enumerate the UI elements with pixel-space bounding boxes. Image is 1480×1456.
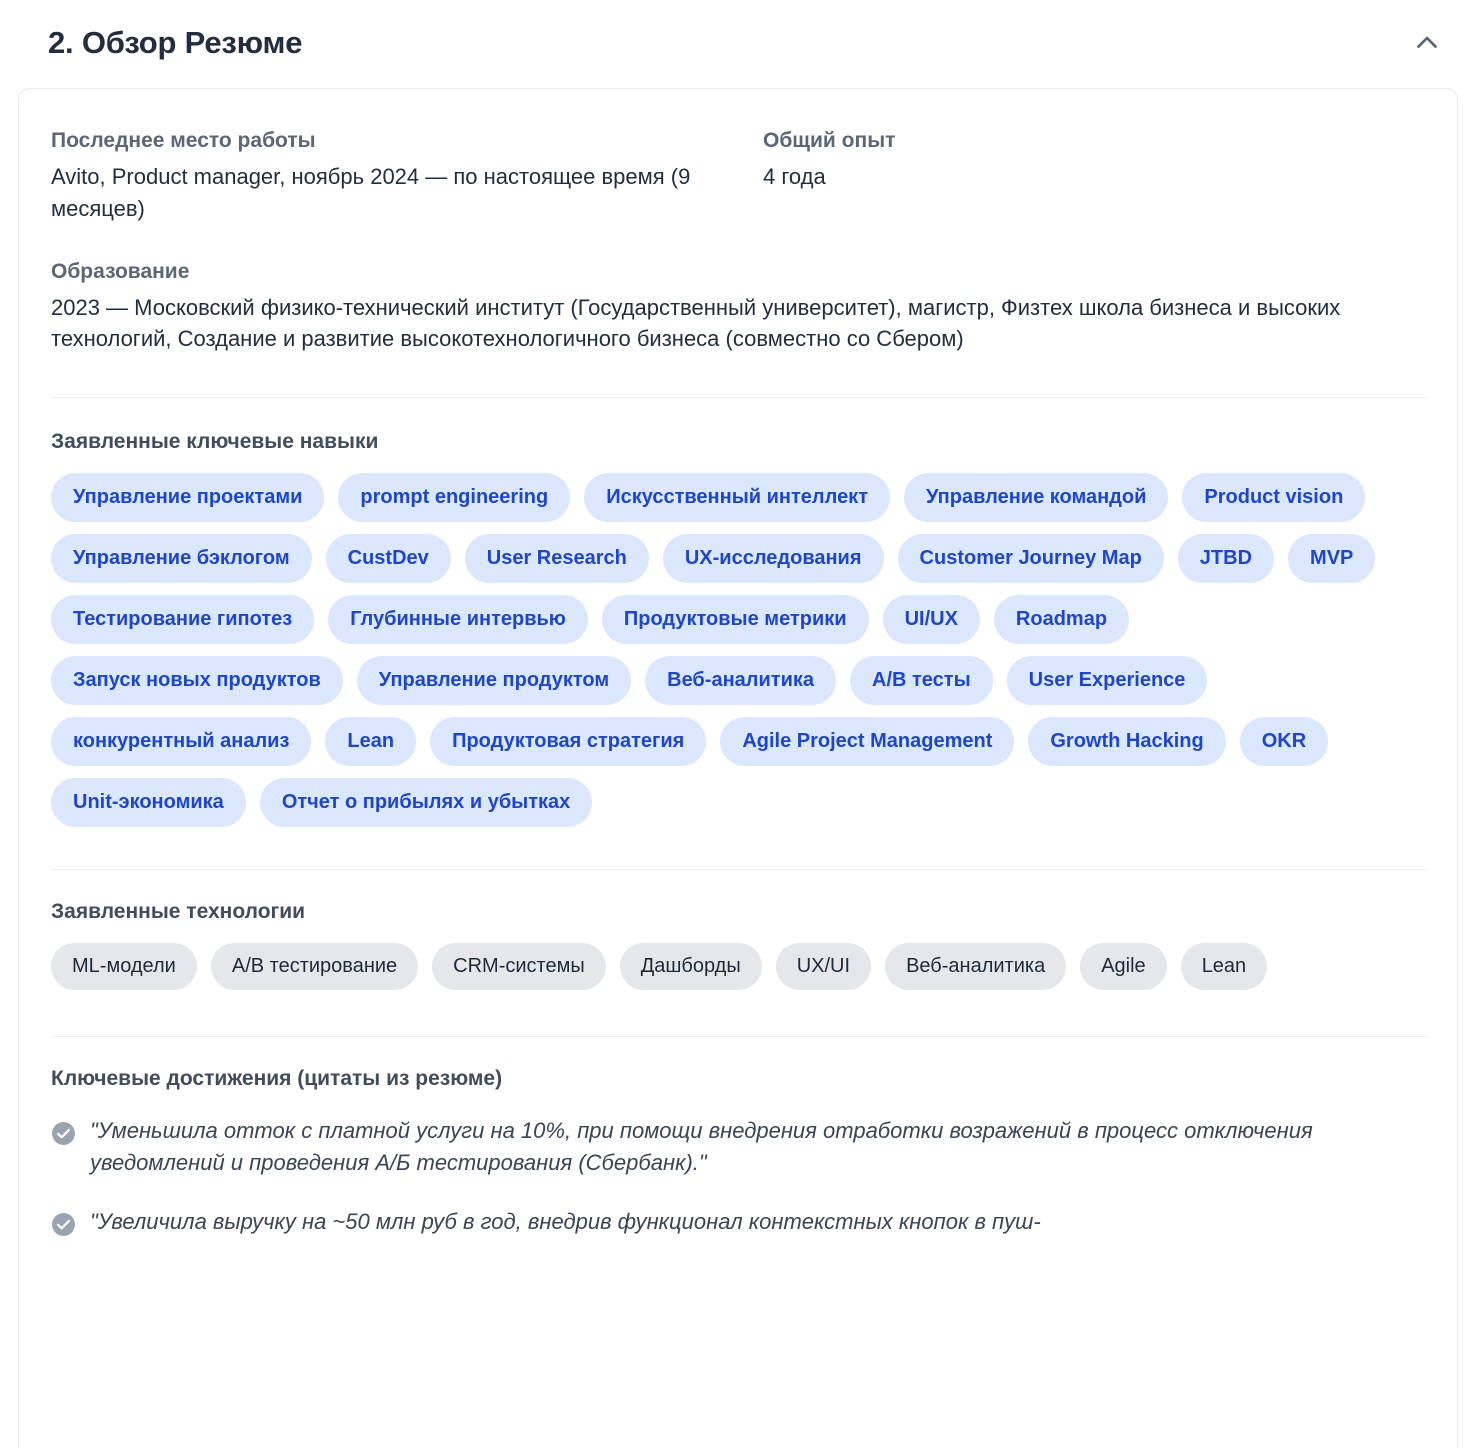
- skill-chip: Product vision: [1182, 473, 1365, 522]
- technologies-section: [51, 870, 1427, 994]
- skill-chip: Roadmap: [994, 595, 1129, 644]
- resume-overview-card: [18, 88, 1458, 1448]
- education-value: 2023 — Московский физико-технический институт (Государственный университет), магистр, Физтех школа бизнеса и высоких технологий, Создание и развитие высокотехнологичного бизнеса (совместно со Сбером): [51, 295, 1341, 352]
- technology-chip: UX/UI: [776, 943, 871, 990]
- achievement-item: [51, 1206, 1427, 1239]
- technology-chip: ML-модели: [51, 943, 197, 990]
- overview-info-grid: [51, 89, 1427, 224]
- skill-chip: JTBD: [1178, 534, 1274, 583]
- skill-chip: Growth Hacking: [1028, 717, 1225, 766]
- last-job-value: Avito, Product manager, ноябрь 2024 — по настоящее время (9 месяцев): [51, 164, 691, 221]
- technology-chip: A/B тестирование: [211, 943, 418, 990]
- skill-chip: конкурентный анализ: [51, 717, 311, 766]
- skill-chip: UI/UX: [883, 595, 980, 644]
- skill-chip: User Experience: [1007, 656, 1208, 705]
- skill-chip: Искусственный интеллект: [584, 473, 890, 522]
- skill-chip: Agile Project Management: [720, 717, 1014, 766]
- skill-chip: Управление проектами: [51, 473, 324, 522]
- skill-chip: Отчет о прибылях и убытках: [260, 778, 593, 827]
- skills-chip-list: [51, 473, 1396, 827]
- skill-chip: Customer Journey Map: [898, 534, 1164, 583]
- skill-chip: A/B тесты: [850, 656, 993, 705]
- skill-chip: Запуск новых продуктов: [51, 656, 343, 705]
- technology-chip: Lean: [1181, 943, 1268, 990]
- technology-chip: Agile: [1080, 943, 1166, 990]
- chevron-up-icon: [1410, 26, 1444, 60]
- skill-chip: CustDev: [326, 534, 451, 583]
- achievement-item: [51, 1115, 1427, 1180]
- skill-chip: MVP: [1288, 534, 1375, 583]
- technologies-chip-list: [51, 943, 1396, 990]
- skills-heading: Заявленные ключевые навыки: [51, 429, 379, 453]
- collapse-section-button[interactable]: [1404, 20, 1450, 66]
- section-header: [0, 0, 1480, 88]
- education-block: [51, 224, 1427, 355]
- skill-chip: Веб-аналитика: [645, 656, 836, 705]
- technology-chip: Дашборды: [620, 943, 762, 990]
- skill-chip: UX-исследования: [663, 534, 884, 583]
- education-label: Образование: [51, 259, 190, 283]
- total-experience-label: Общий опыт: [763, 129, 896, 152]
- skill-chip: Lean: [325, 717, 416, 766]
- skill-chip: Продуктовая стратегия: [430, 717, 706, 766]
- technologies-heading: Заявленные технологии: [51, 899, 306, 923]
- skill-chip: Управление командой: [904, 473, 1168, 522]
- achievements-list: [51, 1115, 1427, 1239]
- check-circle-icon: [51, 1121, 76, 1146]
- skill-chip: Тестирование гипотез: [51, 595, 314, 644]
- achievements-section: [51, 1037, 1427, 1238]
- achievement-text: "Увеличила выручку на ~50 млн руб в год, внедрив функционал контекстных кнопок в пуш-: [90, 1208, 1041, 1234]
- technology-chip: CRM-системы: [432, 943, 606, 990]
- skill-chip: Продуктовые метрики: [602, 595, 869, 644]
- skill-chip: Управление бэклогом: [51, 534, 312, 583]
- technology-chip: Веб-аналитика: [885, 943, 1066, 990]
- last-job-block: [51, 127, 763, 224]
- check-circle-icon: [51, 1212, 76, 1237]
- total-experience-value: 4 года: [763, 164, 826, 190]
- skill-chip: Unit-экономика: [51, 778, 246, 827]
- skill-chip: User Research: [465, 534, 649, 583]
- last-job-label: Последнее место работы: [51, 129, 316, 152]
- page-title: 2. Обзор Резюме: [48, 25, 303, 61]
- skill-chip: Глубинные интервью: [328, 595, 588, 644]
- achievement-text: "Уменьшила отток с платной услуги на 10%, при помощи внедрения отработки возражений в процесс отключения уведомлений и проведения А/Б тестирования (Сбербанк).": [90, 1117, 1313, 1176]
- skill-chip: prompt engineering: [338, 473, 570, 522]
- skills-section: [51, 398, 1427, 827]
- achievements-heading: Ключевые достижения (цитаты из резюме): [51, 1067, 503, 1091]
- total-experience-block: [763, 127, 1427, 224]
- skill-chip: Управление продуктом: [357, 656, 631, 705]
- skill-chip: OKR: [1240, 717, 1328, 766]
